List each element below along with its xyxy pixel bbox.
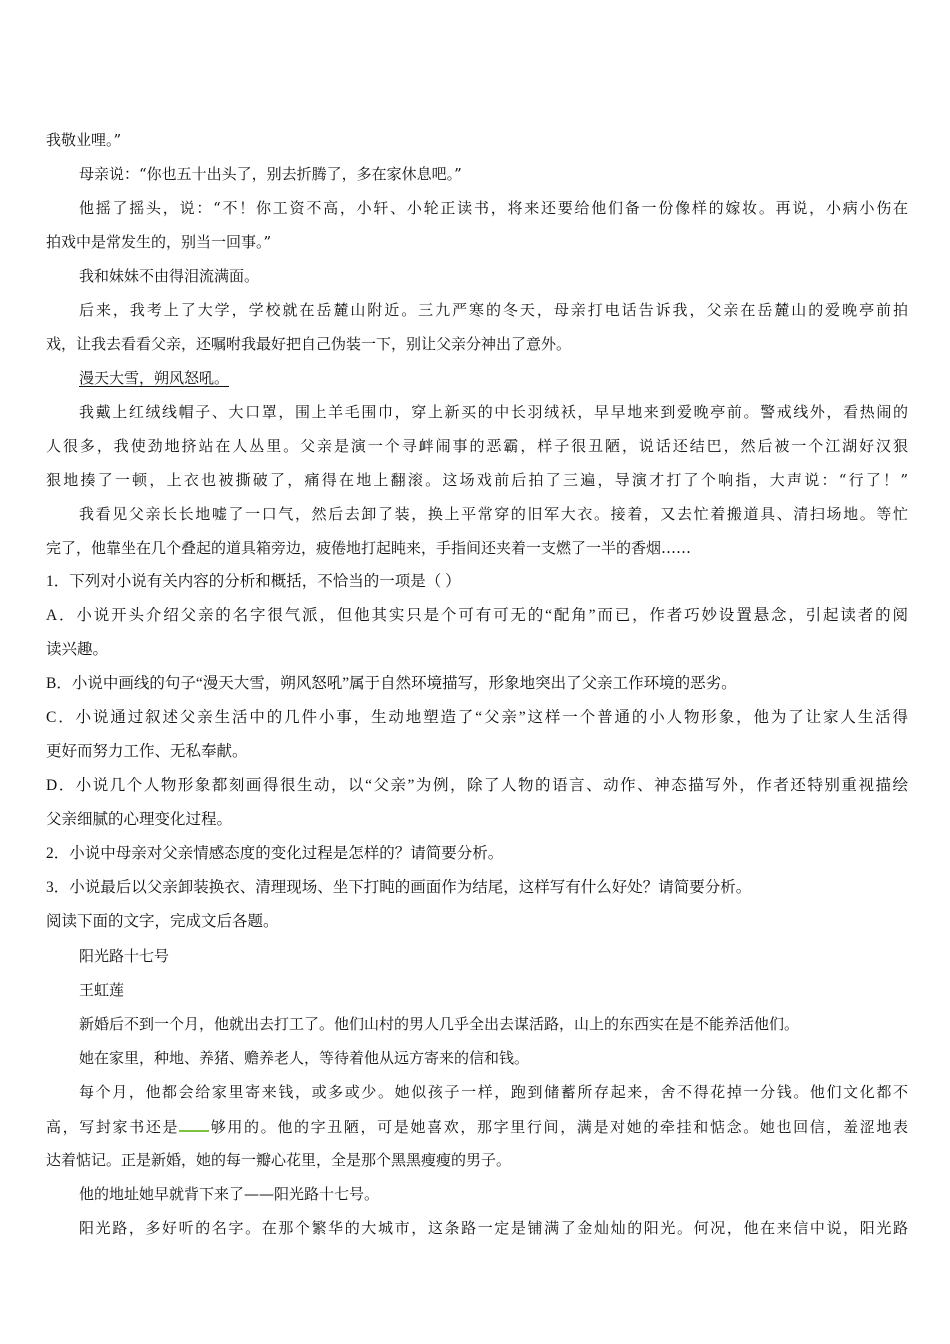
story-paragraph-later-line: 后来，我考上了大学，学校就在岳麓山附近。三九严寒的冬天，母亲打电话告诉我，父亲在岳麓山的爱晚亭前拍	[79, 301, 908, 319]
question-1-option-a-cont: 读兴趣。	[46, 641, 109, 658]
article-title: 阳光路十七号	[79, 947, 170, 965]
article-paragraph-2: 她在家里，种地、养猪、赡养老人，等待着他从远方寄来的信和钱。	[79, 1049, 530, 1067]
article-author: 王虹莲	[79, 981, 125, 999]
story-paragraph-continuation: 我敬业哩。”	[46, 131, 122, 149]
story-paragraph-tears: 我和妹妹不由得泪流满面。	[79, 267, 260, 285]
story-paragraph-father-line: 拍戏中是常发生的，别当一回事。”	[46, 233, 272, 251]
question-1-stem: 1．下列对小说有关内容的分析和概括，不恰当的一项是（ ）	[46, 573, 461, 590]
reading-instructions: 阅读下面的文字，完成文后各题。	[46, 913, 279, 930]
story-underlined-sentence	[79, 368, 908, 388]
question-3: 3．小说最后以父亲卸装换衣、清理现场、坐下打盹的画面作为结尾，这样写有什么好处？请简要分析。	[46, 879, 752, 896]
article-paragraph-5-line: 阳光路，多好听的名字。在那个繁华的大城市，这条路一定是铺满了金灿灿的阳光。何况，他在来信中说，阳光路	[79, 1219, 908, 1237]
story-paragraph-mother: 母亲说：“你也五十出头了，别去折腾了，多在家休息吧。”	[79, 165, 462, 183]
text-segment: 高，写封家书还是	[46, 1118, 180, 1136]
article-paragraph-4: 他的地址她早就背下来了——阳光路十七号。	[79, 1185, 380, 1203]
question-1-option-c: C．小说通过叙述父亲生活中的几件小事，生动地塑造了“父亲”这样一个普通的小人物形象，他为了让家人生活得	[46, 709, 908, 726]
article-paragraph-3-line: 达着惦记。正是新婚，她的每一瓣心花里，全是那个黑黑瘦瘦的男子。	[46, 1151, 512, 1169]
story-paragraph-scene-line: 人很多，我使劲地挤站在人丛里。父亲是演一个寻衅闹事的恶霸，样子很丑陋，说话还结巴，然后被一个江湖好汉狠	[46, 437, 908, 455]
story-paragraph-father-line: 他摇了摇头，说：“不！你工资不高，小轩、小轮正读书，将来还要给他们备一份像样的嫁妆。再说，小病小伤在	[79, 199, 908, 217]
text-segment: 够用的。他的字丑陋，可是她喜欢，那字里行间，满是对她的牵挂和惦念。她也回信，羞涩地表	[209, 1118, 908, 1136]
story-paragraph-end-line: 我看见父亲长长地嘘了一口气，然后去卸了装，换上平常穿的旧军大衣。接着，又去忙着搬道具、清扫场地。等忙	[79, 505, 908, 523]
story-paragraph-scene-line: 我戴上红绒线帽子、大口罩，围上羊毛围巾，穿上新买的中长羽绒袄，早早地来到爱晚亭前。警戒线外，看热闹的	[79, 403, 908, 421]
question-1-option-b: B．小说中画线的句子“漫天大雪，朔风怒吼”属于自然环境描写，形象地突出了父亲工作环境的恶劣。	[46, 675, 737, 692]
question-1-option-d: D．小说几个人物形象都刻画得很生动，以“父亲”为例，除了人物的语言、动作、神态描写外，作者还特别重视描绘	[46, 777, 908, 794]
story-paragraph-later-line: 戏，让我去看看父亲，还嘱咐我最好把自己伪装一下，别让父亲分神出了意外。	[46, 335, 572, 353]
underlined-text: 漫天大雪，朔风怒吼。	[79, 369, 230, 387]
question-1-option-c-cont: 更好而努力工作、无私奉献。	[46, 743, 248, 760]
question-2: 2．小说中母亲对父亲情感态度的变化过程是怎样的？请简要分析。	[46, 845, 504, 862]
question-1-option-d-cont: 父亲细腻的心理变化过程。	[46, 811, 233, 828]
article-paragraph-3-line	[46, 1116, 908, 1137]
question-1-option-a: A．小说开头介绍父亲的名字很气派，但他其实只是个可有可无的“配角”而已，作者巧妙设置悬念，引起读者的阅	[46, 607, 908, 624]
story-paragraph-end-line: 完了，他靠坐在几个叠起的道具箱旁边，疲倦地打起盹来，手指间还夹着一支燃了一半的香烟……	[46, 539, 692, 557]
article-paragraph-1: 新婚后不到一个月，他就出去打工了。他们山村的男人几乎全出去谋活路，山上的东西实在是不能养活他们。	[79, 1015, 800, 1033]
story-paragraph-scene-line: 狠地揍了一顿，上衣也被撕破了，痛得在地上翻滚。这场戏前后拍了三遍，导演才打了个响指，大声说：“行了！”	[46, 471, 908, 489]
article-paragraph-3-line: 每个月，他都会给家里寄来钱，或多或少。她似孩子一样，跑到储蓄所存起来，舍不得花掉一分钱。他们文化都不	[79, 1083, 908, 1101]
fill-blank	[179, 1116, 209, 1132]
